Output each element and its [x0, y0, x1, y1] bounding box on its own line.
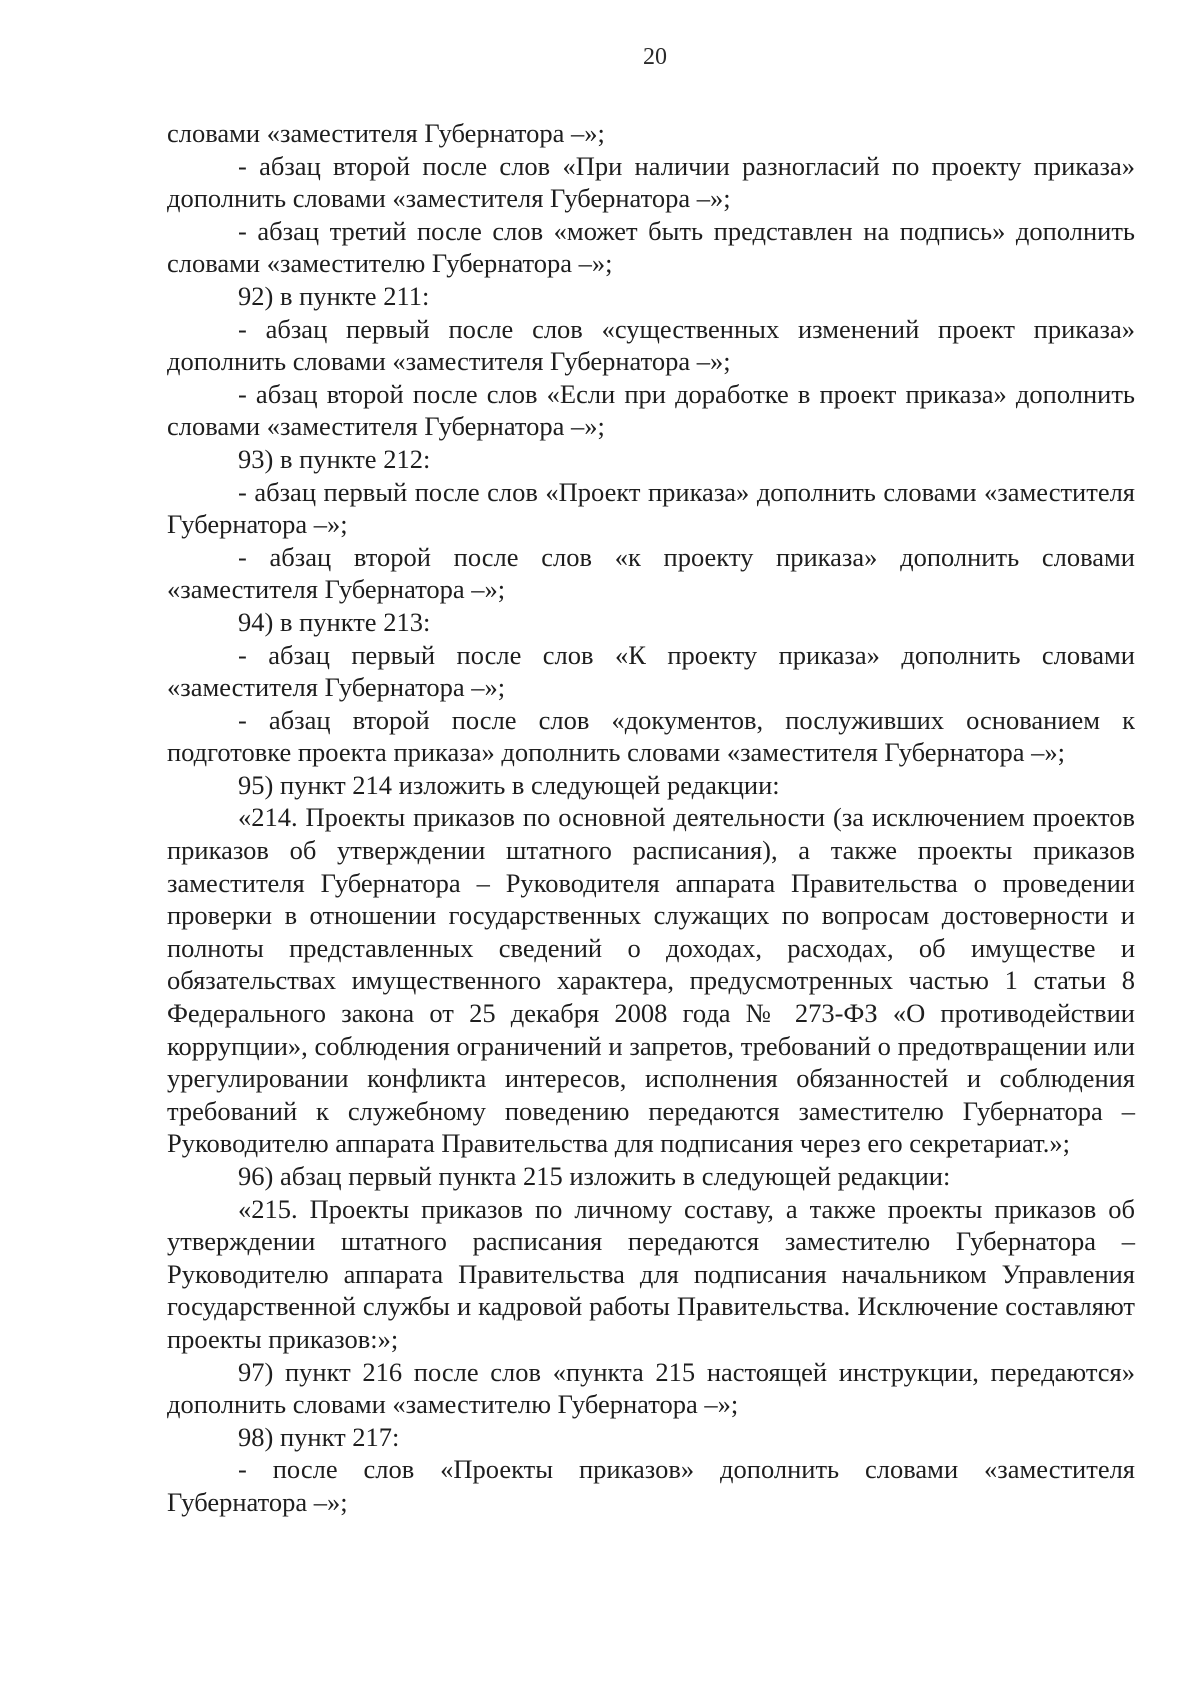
paragraph: 95) пункт 214 изложить в следующей редакции:: [238, 769, 780, 800]
paragraph: - абзац третий после слов «может быть представлен на подпись» дополнить словами «заместителю Губернатора –»;: [167, 215, 1135, 279]
paragraph: 96) абзац первый пункта 215 изложить в следующей редакции:: [238, 1161, 951, 1191]
page-number: 20: [643, 44, 667, 70]
paragraph: словами «заместителя Губернатора –»;: [167, 118, 605, 148]
paragraph: 94) в пункте 213:: [238, 606, 431, 637]
paragraph: - абзац первый после слов «существенных изменений проект приказа» дополнить словами «заместителя Губернатора –»;: [167, 313, 1135, 377]
paragraph: - абзац первый после слов «Проект приказа» дополнить словами «заместителя Губернатора –»;: [167, 476, 1135, 540]
paragraph: - абзац второй после слов «документов, послуживших основанием к подготовке проекта приказа» дополнить словами «заместителя Губернатора –»;: [167, 704, 1135, 768]
paragraph: 93) в пункте 212:: [238, 443, 431, 474]
paragraph: «215. Проекты приказов по личному составу, а также проекты приказов об утверждении штатного расписания передаются заместителю Губернатора – Руководителю аппарата Правительства для подписания начальником Управления государственной службы и кадровой работы Правительства. Исключение составляют проекты приказов:»;: [167, 1193, 1135, 1354]
paragraph: «214. Проекты приказов по основной деятельности (за исключением проектов приказов об утверждении штатного расписания), а также проекты приказов заместителя Губернатора – Руководителя аппарата Правительства о проведении проверки в отношении государственных служащих по вопросам достоверности и полноты представленных сведений о доходах, расходах, об имуществе и обязательствах имущественного характера, предусмотренных частью 1 статьи 8 Федерального закона от 25 декабря 2008 года № 273-ФЗ «О противодействии коррупции», соблюдения ограничений и запретов, требований о предотвращении или урегулировании конфликта интересов, исполнения обязанностей и соблюдения требований к служебному поведению передаются заместителю Губернатора – Руководителю аппарата Правительства для подписания через его секретариат.»;: [167, 802, 1135, 1159]
paragraph: - абзац первый после слов «К проекту приказа» дополнить словами «заместителя Губернатора –»;: [167, 639, 1135, 703]
paragraph: 97) пункт 216 после слов «пункта 215 настоящей инструкции, передаются» дополнить словами «заместителю Губернатора –»;: [167, 1356, 1135, 1420]
paragraph: 92) в пункте 211:: [238, 280, 430, 311]
paragraph: - абзац второй после слов «При наличии разногласий по проекту приказа» дополнить словами «заместителя Губернатора –»;: [167, 150, 1135, 214]
paragraph: - абзац второй после слов «к проекту приказа» дополнить словами «заместителя Губернатора –»;: [167, 541, 1135, 605]
document-body: [167, 117, 1135, 1519]
paragraph: - абзац второй после слов «Если при доработке в проект приказа» дополнить словами «заместителя Губернатора –»;: [167, 378, 1135, 442]
paragraph: - после слов «Проекты приказов» дополнить словами «заместителя Губернатора –»;: [167, 1454, 1135, 1517]
paragraph: 98) пункт 217:: [238, 1421, 400, 1452]
